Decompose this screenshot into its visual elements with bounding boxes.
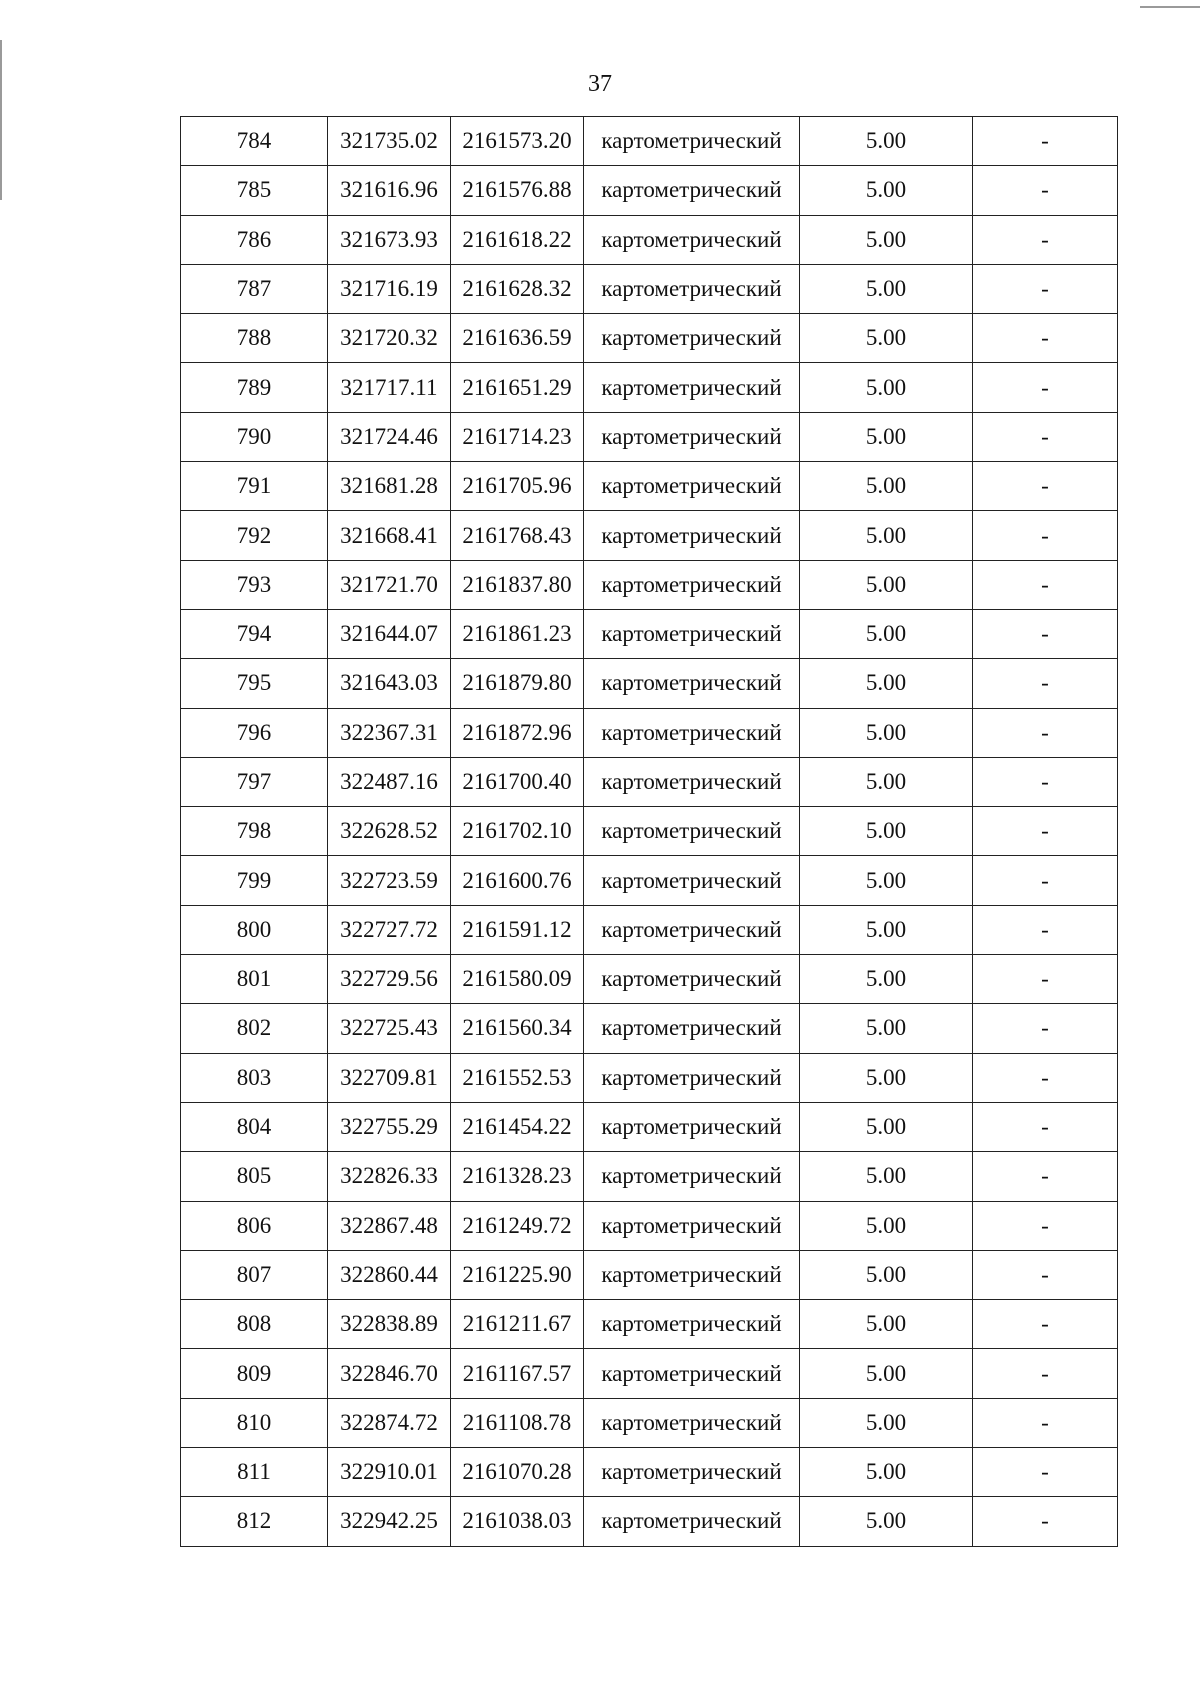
accuracy-cell: 5.00 <box>800 1053 973 1102</box>
table-row <box>181 905 1118 954</box>
coord-x-cell: 322838.89 <box>328 1300 451 1349</box>
coord-y-cell: 2161573.20 <box>451 117 584 166</box>
coord-y-cell: 2161768.43 <box>451 511 584 560</box>
table-row <box>181 314 1118 363</box>
note-cell: - <box>973 1250 1118 1299</box>
note-cell: - <box>973 1398 1118 1447</box>
page-number: 37 <box>588 71 612 97</box>
table-row <box>181 708 1118 757</box>
method-cell: картометрический <box>584 363 800 412</box>
accuracy-cell: 5.00 <box>800 1201 973 1250</box>
method-cell: картометрический <box>584 1448 800 1497</box>
coord-y-cell: 2161038.03 <box>451 1497 584 1546</box>
point-number-cell: 785 <box>181 166 328 215</box>
accuracy-cell: 5.00 <box>800 609 973 658</box>
coord-y-cell: 2161576.88 <box>451 166 584 215</box>
note-cell: - <box>973 1201 1118 1250</box>
accuracy-cell: 5.00 <box>800 215 973 264</box>
method-cell: картометрический <box>584 264 800 313</box>
accuracy-cell: 5.00 <box>800 1497 973 1546</box>
method-cell: картометрический <box>584 215 800 264</box>
point-number-cell: 796 <box>181 708 328 757</box>
table-row <box>181 856 1118 905</box>
note-cell: - <box>973 807 1118 856</box>
accuracy-cell: 5.00 <box>800 807 973 856</box>
coord-x-cell: 321721.70 <box>328 560 451 609</box>
coord-x-cell: 321720.32 <box>328 314 451 363</box>
coord-x-cell: 321668.41 <box>328 511 451 560</box>
point-number-cell: 800 <box>181 905 328 954</box>
point-number-cell: 793 <box>181 560 328 609</box>
accuracy-cell: 5.00 <box>800 659 973 708</box>
coord-y-cell: 2161108.78 <box>451 1398 584 1447</box>
accuracy-cell: 5.00 <box>800 905 973 954</box>
table-row <box>181 1250 1118 1299</box>
point-number-cell: 806 <box>181 1201 328 1250</box>
point-number-cell: 792 <box>181 511 328 560</box>
table-row <box>181 1300 1118 1349</box>
note-cell: - <box>973 708 1118 757</box>
point-number-cell: 811 <box>181 1448 328 1497</box>
point-number-cell: 807 <box>181 1250 328 1299</box>
accuracy-cell: 5.00 <box>800 1349 973 1398</box>
coord-x-cell: 321643.03 <box>328 659 451 708</box>
note-cell: - <box>973 1004 1118 1053</box>
table-row <box>181 609 1118 658</box>
point-number-cell: 790 <box>181 412 328 461</box>
point-number-cell: 808 <box>181 1300 328 1349</box>
table-row <box>181 1349 1118 1398</box>
table-row <box>181 412 1118 461</box>
table-row <box>181 1004 1118 1053</box>
coord-y-cell: 2161872.96 <box>451 708 584 757</box>
point-number-cell: 791 <box>181 462 328 511</box>
coord-y-cell: 2161552.53 <box>451 1053 584 1102</box>
accuracy-cell: 5.00 <box>800 511 973 560</box>
coord-y-cell: 2161837.80 <box>451 560 584 609</box>
coord-x-cell: 321735.02 <box>328 117 451 166</box>
coord-x-cell: 321717.11 <box>328 363 451 412</box>
coord-x-cell: 321644.07 <box>328 609 451 658</box>
table-row <box>181 1102 1118 1151</box>
coord-y-cell: 2161628.32 <box>451 264 584 313</box>
note-cell: - <box>973 1053 1118 1102</box>
point-number-cell: 786 <box>181 215 328 264</box>
coordinates-table-body <box>181 117 1118 1547</box>
coord-x-cell: 321681.28 <box>328 462 451 511</box>
point-number-cell: 799 <box>181 856 328 905</box>
coord-x-cell: 322727.72 <box>328 905 451 954</box>
table-row <box>181 1053 1118 1102</box>
point-number-cell: 797 <box>181 757 328 806</box>
table-row <box>181 955 1118 1004</box>
note-cell: - <box>973 511 1118 560</box>
note-cell: - <box>973 856 1118 905</box>
coord-y-cell: 2161600.76 <box>451 856 584 905</box>
coord-y-cell: 2161879.80 <box>451 659 584 708</box>
point-number-cell: 805 <box>181 1152 328 1201</box>
note-cell: - <box>973 905 1118 954</box>
note-cell: - <box>973 264 1118 313</box>
coord-x-cell: 322867.48 <box>328 1201 451 1250</box>
table-row <box>181 560 1118 609</box>
point-number-cell: 801 <box>181 955 328 1004</box>
coord-y-cell: 2161454.22 <box>451 1102 584 1151</box>
note-cell: - <box>973 955 1118 1004</box>
method-cell: картометрический <box>584 117 800 166</box>
note-cell: - <box>973 1497 1118 1546</box>
note-cell: - <box>973 609 1118 658</box>
point-number-cell: 810 <box>181 1398 328 1447</box>
coord-y-cell: 2161861.23 <box>451 609 584 658</box>
point-number-cell: 784 <box>181 117 328 166</box>
coord-y-cell: 2161070.28 <box>451 1448 584 1497</box>
method-cell: картометрический <box>584 905 800 954</box>
point-number-cell: 802 <box>181 1004 328 1053</box>
method-cell: картометрический <box>584 1497 800 1546</box>
note-cell: - <box>973 412 1118 461</box>
table-row <box>181 1152 1118 1201</box>
table-row <box>181 807 1118 856</box>
accuracy-cell: 5.00 <box>800 1152 973 1201</box>
method-cell: картометрический <box>584 1398 800 1447</box>
coord-x-cell: 322846.70 <box>328 1349 451 1398</box>
note-cell: - <box>973 560 1118 609</box>
accuracy-cell: 5.00 <box>800 560 973 609</box>
accuracy-cell: 5.00 <box>800 856 973 905</box>
point-number-cell: 794 <box>181 609 328 658</box>
coord-y-cell: 2161714.23 <box>451 412 584 461</box>
table-row <box>181 166 1118 215</box>
scan-edge-mark <box>0 40 2 200</box>
point-number-cell: 809 <box>181 1349 328 1398</box>
table-row <box>181 363 1118 412</box>
table-row <box>181 1448 1118 1497</box>
note-cell: - <box>973 1102 1118 1151</box>
accuracy-cell: 5.00 <box>800 462 973 511</box>
method-cell: картометрический <box>584 1152 800 1201</box>
coord-y-cell: 2161618.22 <box>451 215 584 264</box>
method-cell: картометрический <box>584 659 800 708</box>
table-row <box>181 757 1118 806</box>
method-cell: картометрический <box>584 1201 800 1250</box>
method-cell: картометрический <box>584 1004 800 1053</box>
accuracy-cell: 5.00 <box>800 264 973 313</box>
table-row <box>181 1201 1118 1250</box>
method-cell: картометрический <box>584 314 800 363</box>
note-cell: - <box>973 166 1118 215</box>
coord-x-cell: 322910.01 <box>328 1448 451 1497</box>
table-row <box>181 659 1118 708</box>
accuracy-cell: 5.00 <box>800 363 973 412</box>
coord-x-cell: 321673.93 <box>328 215 451 264</box>
table-row <box>181 462 1118 511</box>
note-cell: - <box>973 363 1118 412</box>
coord-y-cell: 2161225.90 <box>451 1250 584 1299</box>
note-cell: - <box>973 1349 1118 1398</box>
coord-y-cell: 2161705.96 <box>451 462 584 511</box>
table-row <box>181 215 1118 264</box>
method-cell: картометрический <box>584 757 800 806</box>
method-cell: картометрический <box>584 412 800 461</box>
table-row <box>181 511 1118 560</box>
coord-x-cell: 322874.72 <box>328 1398 451 1447</box>
accuracy-cell: 5.00 <box>800 412 973 461</box>
method-cell: картометрический <box>584 955 800 1004</box>
point-number-cell: 803 <box>181 1053 328 1102</box>
coord-y-cell: 2161560.34 <box>451 1004 584 1053</box>
coord-x-cell: 322487.16 <box>328 757 451 806</box>
method-cell: картометрический <box>584 1102 800 1151</box>
coord-x-cell: 321724.46 <box>328 412 451 461</box>
method-cell: картометрический <box>584 1250 800 1299</box>
coord-y-cell: 2161328.23 <box>451 1152 584 1201</box>
note-cell: - <box>973 659 1118 708</box>
accuracy-cell: 5.00 <box>800 1300 973 1349</box>
coord-y-cell: 2161211.67 <box>451 1300 584 1349</box>
accuracy-cell: 5.00 <box>800 314 973 363</box>
method-cell: картометрический <box>584 166 800 215</box>
point-number-cell: 798 <box>181 807 328 856</box>
method-cell: картометрический <box>584 1349 800 1398</box>
method-cell: картометрический <box>584 807 800 856</box>
coord-x-cell: 322860.44 <box>328 1250 451 1299</box>
coord-y-cell: 2161591.12 <box>451 905 584 954</box>
table-row <box>181 264 1118 313</box>
coordinates-table <box>180 116 1118 1547</box>
coord-y-cell: 2161651.29 <box>451 363 584 412</box>
accuracy-cell: 5.00 <box>800 1004 973 1053</box>
note-cell: - <box>973 462 1118 511</box>
scan-corner-mark <box>1140 6 1200 8</box>
coord-x-cell: 322725.43 <box>328 1004 451 1053</box>
coord-x-cell: 321616.96 <box>328 166 451 215</box>
coord-y-cell: 2161249.72 <box>451 1201 584 1250</box>
table-row <box>181 1398 1118 1447</box>
coord-y-cell: 2161702.10 <box>451 807 584 856</box>
coord-x-cell: 322723.59 <box>328 856 451 905</box>
accuracy-cell: 5.00 <box>800 757 973 806</box>
coord-x-cell: 321716.19 <box>328 264 451 313</box>
point-number-cell: 787 <box>181 264 328 313</box>
note-cell: - <box>973 1152 1118 1201</box>
coord-y-cell: 2161167.57 <box>451 1349 584 1398</box>
point-number-cell: 789 <box>181 363 328 412</box>
coord-x-cell: 322755.29 <box>328 1102 451 1151</box>
method-cell: картометрический <box>584 560 800 609</box>
coord-x-cell: 322942.25 <box>328 1497 451 1546</box>
point-number-cell: 795 <box>181 659 328 708</box>
coord-x-cell: 322826.33 <box>328 1152 451 1201</box>
accuracy-cell: 5.00 <box>800 1448 973 1497</box>
table-row <box>181 117 1118 166</box>
coord-x-cell: 322367.31 <box>328 708 451 757</box>
note-cell: - <box>973 1300 1118 1349</box>
point-number-cell: 804 <box>181 1102 328 1151</box>
point-number-cell: 812 <box>181 1497 328 1546</box>
method-cell: картометрический <box>584 1053 800 1102</box>
accuracy-cell: 5.00 <box>800 1398 973 1447</box>
coord-y-cell: 2161700.40 <box>451 757 584 806</box>
accuracy-cell: 5.00 <box>800 1250 973 1299</box>
point-number-cell: 788 <box>181 314 328 363</box>
note-cell: - <box>973 757 1118 806</box>
coord-y-cell: 2161636.59 <box>451 314 584 363</box>
coord-x-cell: 322628.52 <box>328 807 451 856</box>
note-cell: - <box>973 215 1118 264</box>
note-cell: - <box>973 117 1118 166</box>
method-cell: картометрический <box>584 1300 800 1349</box>
accuracy-cell: 5.00 <box>800 955 973 1004</box>
coord-x-cell: 322709.81 <box>328 1053 451 1102</box>
method-cell: картометрический <box>584 511 800 560</box>
table-row <box>181 1497 1118 1546</box>
accuracy-cell: 5.00 <box>800 708 973 757</box>
note-cell: - <box>973 314 1118 363</box>
method-cell: картометрический <box>584 856 800 905</box>
coord-y-cell: 2161580.09 <box>451 955 584 1004</box>
method-cell: картометрический <box>584 708 800 757</box>
coord-x-cell: 322729.56 <box>328 955 451 1004</box>
method-cell: картометрический <box>584 462 800 511</box>
method-cell: картометрический <box>584 609 800 658</box>
accuracy-cell: 5.00 <box>800 1102 973 1151</box>
note-cell: - <box>973 1448 1118 1497</box>
accuracy-cell: 5.00 <box>800 117 973 166</box>
accuracy-cell: 5.00 <box>800 166 973 215</box>
